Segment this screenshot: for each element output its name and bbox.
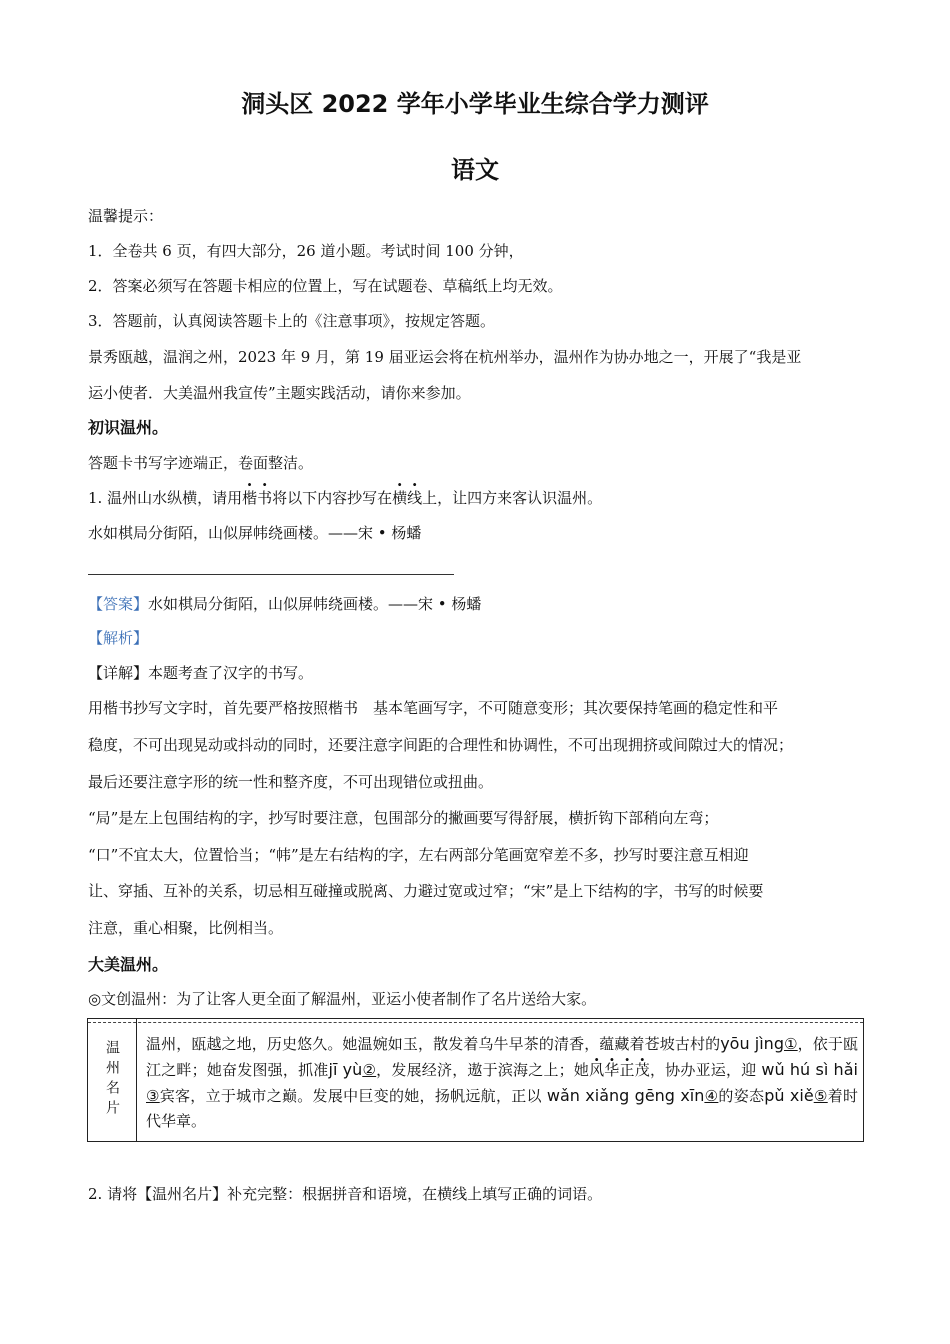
emphasis-char: 华 xyxy=(604,1061,620,1079)
notice-item-2: 2．答案必须写在答题卡相应的位置上，写在试题卷、草稿纸上均无效。 xyxy=(88,277,563,295)
notice-item-3: 3．答题前，认真阅读答题卡上的《注意事项》，按规定答题。 xyxy=(88,312,496,330)
q1-part-a: 1. 温州山水纵横，请用 xyxy=(88,489,243,507)
emphasis-char: 书 xyxy=(257,489,273,507)
pinyin-3: wǔ hú sì hǎi xyxy=(761,1060,858,1079)
blank-5: ⑤ xyxy=(813,1087,828,1105)
emphasis-char: 横 xyxy=(392,489,408,507)
analysis-tag: 【解析】 xyxy=(88,629,149,647)
intro-line-2: 运小使者．大美温州我宣传”主题实践活动，请你来参加。 xyxy=(88,384,471,402)
emphasis-char: 楷 xyxy=(242,489,258,507)
card-text: 温州，瓯越之地，历史悠久。她温婉如玉，散发着乌牛早茶的清香，蕴藏着苍坡古村的yōu jìng①，依于瓯江之畔；她奋发图强，抓准jī yù②，发展经济，遨于滨海之上；她风华正茂，协办亚运，迎 wǔ hú sì hǎi ③宾客，立于城市之巅。发展中巨变的她，扬帆远航，正以 wǎn xiǎng gēng xīn④的姿态pǔ xiě⑤着时代华章。 xyxy=(146,1034,859,1130)
notice-item-1: 1．全卷共 6 页，有四大部分，26 道小题。考试时间 100 分钟， xyxy=(88,242,524,260)
answer-text: 水如棋局分街陌，山似屏帏绕画楼。——宋 • 杨蟠 xyxy=(148,595,482,613)
notice-heading: 温馨提示： xyxy=(88,207,164,225)
question-2: 2. 请将【温州名片】补充完整：根据拼音和语境，在横线上填写正确的词语。 xyxy=(88,1185,603,1203)
blank-3: ③ xyxy=(146,1087,160,1105)
pinyin-4: wǎn xiǎng gēng xīn xyxy=(546,1086,705,1105)
section2-intro: ◎文创温州：为了让客人更全面了解温州，亚运小使者制作了名片送给大家。 xyxy=(88,990,597,1008)
exam-title: 洞头区 2022 学年小学毕业生综合学力测评 xyxy=(241,90,709,118)
emphasis-char: 正 xyxy=(619,1061,635,1079)
detail-line: 【详解】本题考查了汉字的书写。 xyxy=(88,664,314,682)
pinyin-2: jī yù xyxy=(328,1060,363,1079)
section-heading-2: 大美温州。 xyxy=(88,955,169,974)
emphasis-char: 线 xyxy=(407,489,423,507)
explain-line: 最后还要注意字形的统一性和整齐度，不可出现错位或扭曲。 xyxy=(88,773,494,791)
explain-line: “口”不宜太大，位置恰当；“帏”是左右结构的字，左右两部分笔画宽窄差不多，抄写时要注意互相迎 xyxy=(88,846,749,864)
answer-tag: 【答案】 xyxy=(88,595,149,613)
pinyin-5: pǔ xiě xyxy=(764,1086,814,1105)
explain-line: 用楷书抄写文字时，首先要严格按照楷书 基本笔画写字，不可随意变形；其次要保持笔画的稳定性和平 xyxy=(88,699,779,717)
q1-part-b: 将以下内容抄写在 xyxy=(272,489,393,507)
emphasis-char: 茂 xyxy=(634,1061,650,1079)
explain-line: 稳度，不可出现晃动或抖动的同时，还要注意字间距的合理性和协调性，不可出现拥挤或间隙过大的情况； xyxy=(88,736,794,754)
intro-line-1: 景秀瓯越，温润之州，2023 年 9 月，第 19 届亚运会将在杭州举办，温州作为协办地之一，开展了“我是亚 xyxy=(88,348,802,366)
blank-2: ② xyxy=(362,1061,377,1079)
section-heading-1: 初识温州。 xyxy=(88,418,169,437)
question-1 xyxy=(88,487,602,508)
blank-4: ④ xyxy=(704,1087,719,1105)
instruction-text: 答题卡书写字迹端正，卷面整洁。 xyxy=(88,454,314,472)
poem-line: 水如棋局分街陌，山似屏帏绕画楼。——宋 • 杨蟠 xyxy=(88,524,422,542)
blank-1: ① xyxy=(783,1035,798,1053)
explain-line: “局”是左上包围结构的字，抄写时要注意，包围部分的撇画要写得舒展，横折钩下部稍向左弯； xyxy=(88,809,719,827)
answer-blank-line xyxy=(88,574,454,575)
q1-part-c: 上，让四方来客认识温州。 xyxy=(422,489,603,507)
explain-line: 注意，重心相聚，比例相当。 xyxy=(88,919,284,937)
emphasis-char: 风 xyxy=(589,1061,605,1079)
wenzhou-card xyxy=(87,1018,864,1142)
explain-line: 让、穿插、互补的关系，切忌相互碰撞或脱离、力避过宽或过窄；“宋”是上下结构的字，书写的时候要 xyxy=(88,882,764,900)
pinyin-1: yōu jìng xyxy=(720,1034,784,1053)
answer-line xyxy=(88,593,481,614)
subject-title: 语文 xyxy=(451,156,499,184)
card-label: 温州名片 xyxy=(88,1019,137,1141)
